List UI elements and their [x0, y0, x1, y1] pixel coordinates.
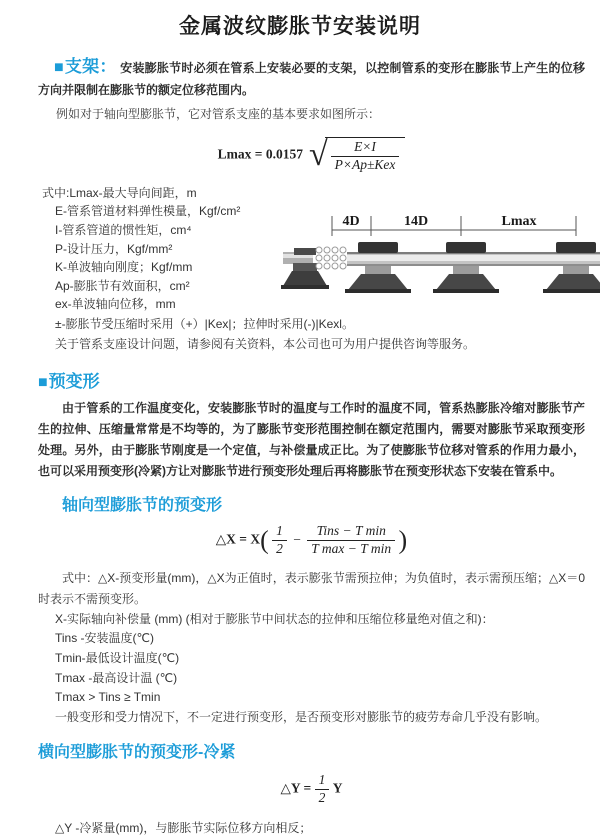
half-denominator: 2	[318, 790, 326, 806]
axial-detail-line: X-实际轴向补偿量 (mm) (相对于膨胀节中间状态的拉伸和压缩位移量绝对值之和)：	[55, 611, 494, 626]
support-heading-label: 支架：	[64, 57, 117, 76]
support-section-heading	[54, 57, 117, 76]
preform-heading-label: 预变形	[48, 372, 100, 392]
support-lead-text: 安装膨胀节时必须在管系上安装必要的支架，以控制管系的变形在膨胀节上产生的位移方向并限制在膨胀节的额定位移范围内。	[38, 61, 585, 97]
document-page	[0, 10, 600, 836]
blue-square-marker: ■	[54, 59, 64, 76]
half-numerator: 1	[272, 523, 287, 541]
minus-operator: −	[293, 531, 301, 547]
half-fraction	[272, 523, 287, 558]
dim-label-4d: 4D	[342, 213, 360, 229]
temperature-fraction	[307, 523, 395, 558]
definition-item: Ap-膨胀节有效面积，cm²	[55, 278, 190, 293]
temp-fraction-denominator: T max − T min	[311, 540, 392, 556]
page-title: 金属波纹膨胀节安装说明	[179, 15, 421, 38]
dim-label-14d: 14D	[403, 213, 429, 229]
axial-detail-line: Tins -安装温度(℃)	[55, 631, 155, 646]
fraction-numerator: E×I	[331, 139, 400, 157]
dy-final-note: △Y -冷紧量(mm)，与膨胀节实际位移方向相反；	[55, 821, 312, 836]
axial-preform-subheading: 轴向型膨胀节的预变形	[62, 497, 223, 515]
dimension-lines	[332, 213, 576, 236]
lmax-formula	[38, 137, 585, 174]
temp-fraction-numerator: Tins − T min	[307, 523, 395, 541]
sqrt-fraction	[325, 137, 406, 174]
guide-support	[433, 242, 499, 293]
delta-x-formula	[38, 523, 585, 558]
axial-detail-line: Tmax -最高设计温 (℃)	[55, 670, 178, 685]
dy-formula-lhs: △Y =	[280, 780, 312, 796]
axial-note-line: 一般变形和受力情况下，不一定进行预变形，是否预变形对膨胀节的疲劳寿命几乎没有影响。	[55, 709, 548, 724]
half-fraction	[315, 772, 330, 807]
sqrt-expression	[309, 137, 405, 174]
lmax-formula-lhs: Lmax = 0.0157	[217, 146, 303, 162]
support-example-text: 例如对于轴向型膨胀节，它对管系支座的基本要求如图所示：	[56, 107, 381, 121]
left-paren: (	[260, 525, 269, 555]
definitions-and-diagram	[38, 184, 585, 353]
dim-label-lmax: Lmax	[501, 213, 537, 229]
bellows-joint	[316, 247, 346, 269]
dy-formula-rhs: Y	[332, 780, 343, 796]
anchor-support	[281, 248, 329, 289]
half-denominator: 2	[276, 540, 283, 556]
blue-square-marker: ■	[38, 374, 48, 392]
definition-item: ex-单波轴向位移，mm	[55, 297, 176, 312]
definition-item: ±-膨胀节受压缩时采用（+）|Kex|；拉伸时采用(-)|Kexl。	[55, 316, 354, 331]
pipe	[347, 252, 600, 266]
definition-item: I-管系管道的惯性矩，cm⁴	[55, 222, 192, 237]
radical-sign: √	[308, 136, 328, 174]
half-numerator: 1	[315, 772, 330, 790]
fraction-denominator: P×Ap±Kex	[334, 156, 396, 172]
support-section-paragraph	[38, 56, 585, 101]
delta-y-formula	[38, 772, 585, 807]
axial-detail-line: Tmax > Tins ≥ Tmin	[55, 690, 161, 705]
document-content	[0, 56, 600, 839]
dx-formula-lhs: △X = X	[215, 531, 261, 547]
dx-explanation-paragraph: 式中：△X-预变形量(mm)，△X为正值时，表示膨张节需预拉伸；为负值时，表示需预压缩；△X＝0时表示不需预变形。	[38, 570, 585, 606]
preform-section-heading	[38, 367, 585, 392]
lateral-preform-subheading: 横向型膨胀节的预变形-冷紧	[38, 744, 236, 762]
definition-item: E-管系管道材料弹性模量，Kgf/cm²	[55, 204, 241, 219]
definition-item: 式中:Lmax-最大导向间距，m	[42, 185, 197, 200]
fraction	[331, 139, 400, 174]
axial-detail-line: Tmin-最低设计温度(℃)	[55, 651, 180, 666]
pipe-support-diagram	[281, 210, 600, 314]
guide-support	[345, 242, 411, 293]
definition-item: P-设计压力，Kgf/mm²	[55, 241, 173, 256]
definition-note: 关于管系支座设计问题，请参阅有关资料，本公司也可为用户提供咨询等服务。	[55, 336, 476, 351]
preform-paragraph: 由于管系的工作温度变化，安装膨胀节时的温度与工作时的温度不同，管系热膨胀冷缩对膨胀节产生的拉伸、压缩量常常是不均等的，为了膨胀节变形范围控制在额定范围内，需要对膨胀节采取预变形处理。另外，由于膨胀节刚度是一个定值，与补偿量成正比。为了使膨胀节位移对管系的作用力最小，也可以采用预变形(冷紧)方让对膨胀节进行预变形处理后再将膨胀节在预变形状态下安装在管系中。	[38, 401, 585, 479]
definition-item: K-单波轴向刚度；Kgf/mm	[55, 260, 193, 275]
right-paren: )	[398, 525, 408, 555]
guide-support	[543, 242, 600, 293]
